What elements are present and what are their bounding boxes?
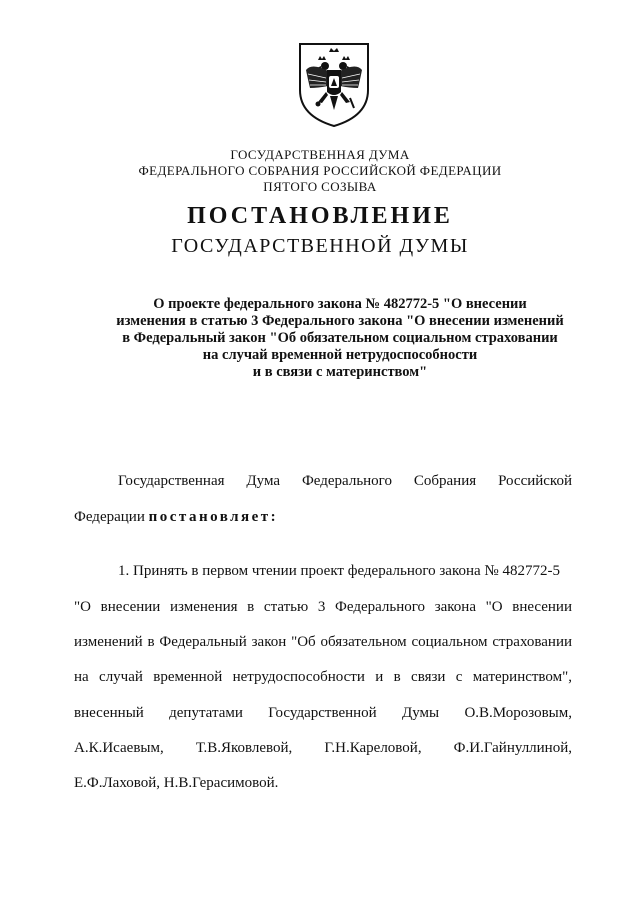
item-1-line: изменений в Федеральный закон "Об обязательном социальном страховании bbox=[74, 634, 572, 650]
item-1-line: на случай временной нетрудоспособности и в связи с материнством", bbox=[74, 669, 572, 685]
document-title: ПОСТАНОВЛЕНИЕ bbox=[187, 203, 453, 229]
org-name-line-2: ФЕДЕРАЛЬНОГО СОБРАНИЯ РОССИЙСКОЙ ФЕДЕРАЦИИ bbox=[138, 163, 502, 178]
preamble-line: Государственная Дума Федерального Собрания Российской bbox=[118, 473, 572, 489]
item-1-line: А.К.Исаевым, Т.В.Яковлевой, Г.Н.Кареловой, Ф.И.Гайнуллиной, bbox=[74, 740, 572, 756]
org-name-line-1: ГОСУДАРСТВЕННАЯ ДУМА bbox=[230, 147, 410, 162]
document-subtitle: ГОСУДАРСТВЕННОЙ ДУМЫ bbox=[171, 235, 469, 257]
state-emblem-icon bbox=[296, 40, 372, 128]
convocation-line: ПЯТОГО СОЗЫВА bbox=[263, 179, 377, 194]
preamble-line bbox=[74, 508, 572, 526]
subject-line: на случай временной нетрудоспособности bbox=[202, 347, 478, 363]
item-1-line: внесенный депутатами Государственной Думы О.В.Морозовым, bbox=[74, 705, 572, 721]
preamble-text: Федерации bbox=[74, 509, 149, 525]
subject-line: в Федеральный закон "Об обязательном социальном страховании bbox=[122, 330, 558, 346]
item-1-line: 1. Принять в первом чтении проект федерального закона № 482772-5 bbox=[118, 563, 560, 579]
item-1-line: "О внесении изменения в статью 3 Федерального закона "О внесении bbox=[74, 599, 572, 615]
subject-line: изменения в статью 3 Федерального закона "О внесении изменений bbox=[116, 313, 564, 329]
subject-line: и в связи с материнством" bbox=[252, 364, 428, 380]
subject-line: О проекте федерального закона № 482772-5 "О внесении bbox=[153, 296, 527, 312]
item-1-line: Е.Ф.Лаховой, Н.В.Герасимовой. bbox=[74, 775, 279, 791]
resolution-verb: постановляет: bbox=[148, 509, 279, 525]
